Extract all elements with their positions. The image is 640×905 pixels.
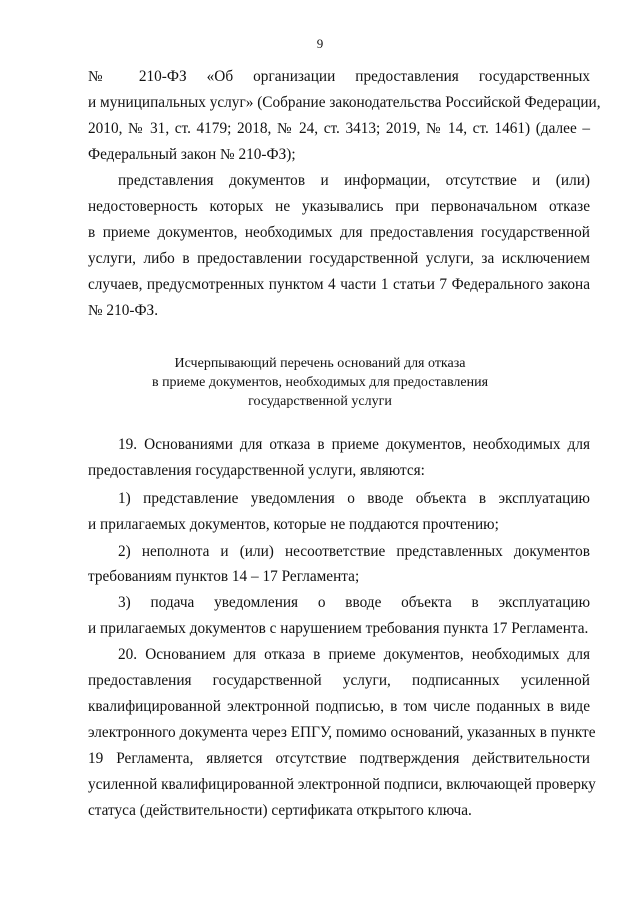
text-line: 3) подача уведомления о вводе объекта в эксплуатацию bbox=[118, 594, 590, 611]
text-line: случаев, предусмотренных пунктом 4 части 1 статьи 7 Федерального закона bbox=[88, 276, 590, 293]
text-line: статуса (действительности) сертификата открытого ключа. bbox=[88, 802, 472, 819]
text-line: 19 Регламента, является отсутствие подтверждения действительности bbox=[88, 750, 590, 767]
text-line: 2) неполнота и (или) несоответствие представленных документов bbox=[118, 543, 590, 560]
text-line: 20. Основанием для отказа в приеме документов, необходимых для bbox=[118, 646, 590, 663]
text-line: усиленной квалифицированной электронной подписи, включающей проверку bbox=[88, 776, 596, 793]
text-line: недостоверность которых не указывались при первоначальном отказе bbox=[88, 198, 590, 215]
text-line: и прилагаемых документов с нарушением требования пункта 17 Регламента. bbox=[88, 620, 589, 637]
text-line: № 210-ФЗ. bbox=[88, 302, 159, 319]
text-line: представления документов и информации, отсутствие и (или) bbox=[118, 172, 590, 189]
text-line: и прилагаемых документов, которые не поддаются прочтению; bbox=[88, 516, 499, 533]
text-line: № 210-ФЗ «Об организации предоставления государственных bbox=[88, 68, 590, 85]
text-line: Федеральный закон № 210-ФЗ); bbox=[88, 146, 296, 163]
text-line: требованиям пунктов 14 – 17 Регламента; bbox=[88, 568, 360, 585]
text-line: в приеме документов, необходимых для предоставления государственной bbox=[88, 224, 590, 241]
text-line: электронного документа через ЕПГУ, помимо оснований, указанных в пункте bbox=[88, 724, 596, 741]
page-number: 9 bbox=[316, 36, 324, 51]
text-line: предоставления государственной услуги, являются: bbox=[88, 462, 425, 479]
heading-line: Исчерпывающий перечень оснований для отказа bbox=[174, 356, 466, 371]
text-line: 19. Основаниями для отказа в приеме документов, необходимых для bbox=[118, 436, 590, 453]
heading-line: государственной услуги bbox=[248, 394, 392, 409]
text-line: 1) представление уведомления о вводе объекта в эксплуатацию bbox=[118, 490, 590, 507]
text-line: и муниципальных услуг» (Собрание законодательства Российской Федерации, bbox=[88, 94, 601, 111]
text-line: услуги, либо в предоставлении государственной услуги, за исключением bbox=[88, 250, 590, 267]
heading-line: в приеме документов, необходимых для предоставления bbox=[151, 375, 489, 390]
text-line: предоставления государственной услуги, подписанных усиленной bbox=[88, 672, 590, 689]
text-line: квалифицированной электронной подписью, в том числе поданных в виде bbox=[88, 698, 590, 715]
text-line: 2010, № 31, ст. 4179; 2018, № 24, ст. 3413; 2019, № 14, ст. 1461) (далее – bbox=[88, 120, 590, 137]
